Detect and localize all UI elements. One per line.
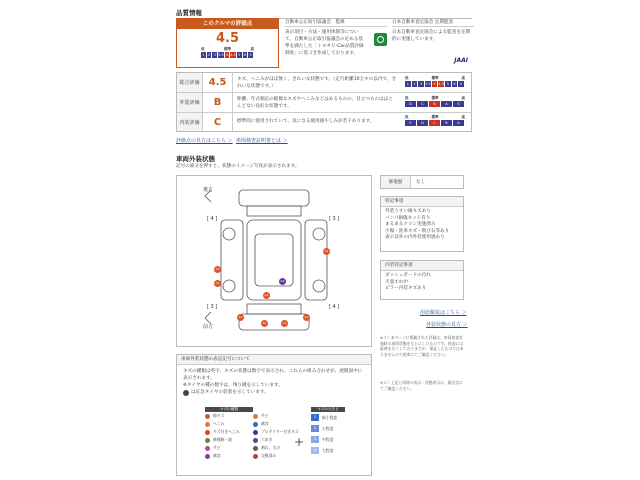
- list-item: バンパ損傷キット有り: [385, 215, 431, 221]
- rating-label: 外装評価: [177, 93, 203, 112]
- rating-text: 距離、年式相応の軽微なキズやへこみなどはあるものの、目立つものはほとんどない良好な状態です。: [237, 97, 393, 109]
- rating-scale: 低 標準 高 1 2 3 3.5 4 4.5 5 6 S: [405, 76, 465, 86]
- org1-box: [285, 18, 387, 68]
- score-about-link[interactable]: 評価点の見方はこちら ＞: [176, 138, 233, 144]
- corner-label: [ 4 ]: [329, 304, 340, 310]
- legend-item: キズ付きへこみ: [205, 428, 253, 436]
- damage-marker[interactable]: A1: [280, 279, 285, 283]
- damage-marker[interactable]: A1: [215, 267, 220, 271]
- interior-notes-panel: [380, 260, 464, 300]
- rating-row-exterior: [177, 93, 471, 113]
- exterior-subtitle: 記号の部分を押すと、状態のイメージ写真が表示されます。: [176, 164, 300, 169]
- damage-marker[interactable]: A1: [238, 315, 243, 319]
- legend-item: サビ: [253, 412, 299, 420]
- legend-col-3: キズの大きさ 1 極小程度 2 小程度 3 中程度 4 大程度: [311, 407, 345, 456]
- damage-marker[interactable]: A1: [282, 321, 287, 325]
- note-1: ※１）本ページに掲載された評価は、車両検査実施時の車両状態をもとにしたものです。検査には最善を尽くしておりますが、保証したものではありませんので現車にてご確認ください。: [380, 335, 464, 357]
- legend-col-1: キズの種類 線キズ へこみ キズ付きへこみ 修理跡・波 サビ 腐食: [205, 407, 253, 460]
- cert-about-link[interactable]: 車両検査証明書とは ＞: [236, 138, 288, 144]
- legend-item: 腐食: [253, 420, 299, 428]
- legend-item: サビ: [205, 444, 253, 452]
- car-outline-icon: [177, 176, 373, 348]
- legend-item: 割れ、欠け: [253, 444, 299, 452]
- direction-label-top: 後方: [203, 187, 214, 193]
- list-item: 表示以外の内外装使用感あり: [385, 235, 445, 240]
- rating-grade: B: [203, 93, 233, 112]
- damage-marker[interactable]: A1: [324, 249, 329, 253]
- org1-logo-icon: [374, 33, 387, 46]
- org1-text: 表示項目・方法・運用体制等について、自動車公正取引協議会の定める基準を満たした「トヨタＵ-Car品質評価制度」に基づき作成しております。: [285, 30, 364, 56]
- special-notes-list: [381, 207, 463, 244]
- rating-grade: 4.5: [203, 73, 233, 92]
- direction-label-bottom: 前方: [203, 324, 214, 330]
- rating-grade: C: [203, 113, 233, 131]
- legend-item: 線キズ: [205, 412, 253, 420]
- legend-item: へこみ: [205, 420, 253, 428]
- legend-item: 3 中程度: [311, 434, 345, 445]
- legend-item: 1 極小程度: [311, 412, 345, 423]
- repair-label: 修復歴: [381, 176, 411, 188]
- quality-section-title: 品質情報: [176, 9, 202, 17]
- rating-text: キズ、へこみがほぼ無く、きれいな状態です。（走行距離10万キロ以内で、きれいな状態です。）: [237, 77, 397, 89]
- org1-title: 自動車公正取引協議会 監修: [285, 18, 387, 27]
- score-scale-header: 低 標準 高: [201, 47, 254, 51]
- special-notes-panel: [380, 196, 464, 252]
- interior-notes-title: 内装特記事項: [381, 261, 463, 271]
- score-value: 4.5: [215, 31, 240, 46]
- rating-text: 標準的に使用されていて、気になる使用感やしみが若干あります。: [237, 119, 375, 124]
- list-item: 外装うすい線キズあり: [385, 209, 431, 214]
- legend-item: 修理跡・波: [205, 436, 253, 444]
- org2-box: [392, 18, 474, 68]
- list-item: 小傷・洗車キズ・飛び石等あり: [385, 228, 450, 234]
- rating-label: 総合評価: [177, 73, 203, 92]
- rating-label: 内装評価: [177, 113, 203, 131]
- damage-marker[interactable]: A1: [215, 281, 220, 285]
- legend-item: 2 小程度: [311, 423, 345, 434]
- legend-item: プロテクター付きキズ: [253, 428, 299, 436]
- list-item: ダッシュボードの汚れ: [385, 273, 431, 278]
- rating-scale: 低 標準 高 D C B A S: [405, 96, 465, 106]
- interior-notes-list: [381, 271, 463, 295]
- plus-icon: +: [294, 435, 305, 449]
- legend-text-1: キズの種類は英字、キズの状態は数字で表示され、これらの組み合わせが、展開図中に表示されます。: [183, 369, 363, 381]
- note-2: ※２）上記と同様の表示・状態表示は、販売店にてご確認ください。: [380, 380, 463, 391]
- org2-title: 日本自動車査定協会 定期監査: [392, 18, 474, 27]
- rating-row-overall: [177, 73, 471, 93]
- damage-marker[interactable]: A1: [264, 293, 269, 297]
- rating-scale: 低 標準 高 E D C B A: [405, 115, 465, 125]
- special-notes-title: 特記事項: [381, 197, 463, 207]
- list-item: 天張すれ中: [385, 279, 408, 285]
- legend-item: 穴あき: [253, 436, 299, 444]
- list-item: まるまるクリン実施済み: [385, 222, 436, 227]
- legend-item: 交換済み: [253, 452, 299, 460]
- jaai-logo: JAAI: [454, 57, 468, 64]
- legend-col-2: [253, 412, 299, 460]
- rating-row-interior: [177, 113, 471, 131]
- damage-marker[interactable]: A1: [262, 321, 267, 325]
- score-box: [176, 18, 279, 68]
- list-item: ピラー内装キズあり: [385, 286, 427, 291]
- exterior-section-title: 車両外装状態: [176, 155, 215, 163]
- legend-item: 腐食: [205, 452, 253, 460]
- damage-marker[interactable]: A1: [304, 315, 309, 319]
- car-diagram[interactable]: [176, 175, 372, 347]
- score-header: このクルマの評価点: [177, 19, 278, 29]
- exterior-view-link[interactable]: 外装状態の見方 ＞: [426, 322, 468, 328]
- legend-panel: [176, 354, 372, 476]
- corner-label: [ 3 ]: [329, 216, 340, 222]
- repair-history-panel: [380, 175, 464, 189]
- repair-value: なし: [416, 180, 426, 185]
- corner-label: [ 3 ]: [207, 304, 218, 310]
- legend-item: 4 大程度: [311, 445, 345, 456]
- legend-text-3: は応急タイヤの装着を示しています。: [177, 389, 371, 396]
- legend-text-2: ※タイヤの種の数字は、残り溝を示しています。: [183, 383, 283, 388]
- org2-text: 日本自動車査定協会による監査を定期的に実施しています。: [392, 30, 471, 42]
- ratings-table: [176, 72, 472, 132]
- corner-label: [ 4 ]: [207, 216, 218, 222]
- score-scale: 1 2 3 3.5 4 4.5 5 6 S: [201, 52, 254, 58]
- notation-about-link[interactable]: 用語解説はこちら ＞: [420, 310, 467, 316]
- legend-title: 車両外装状態の表記記号について: [177, 355, 371, 365]
- spare-tire-icon: [183, 390, 189, 396]
